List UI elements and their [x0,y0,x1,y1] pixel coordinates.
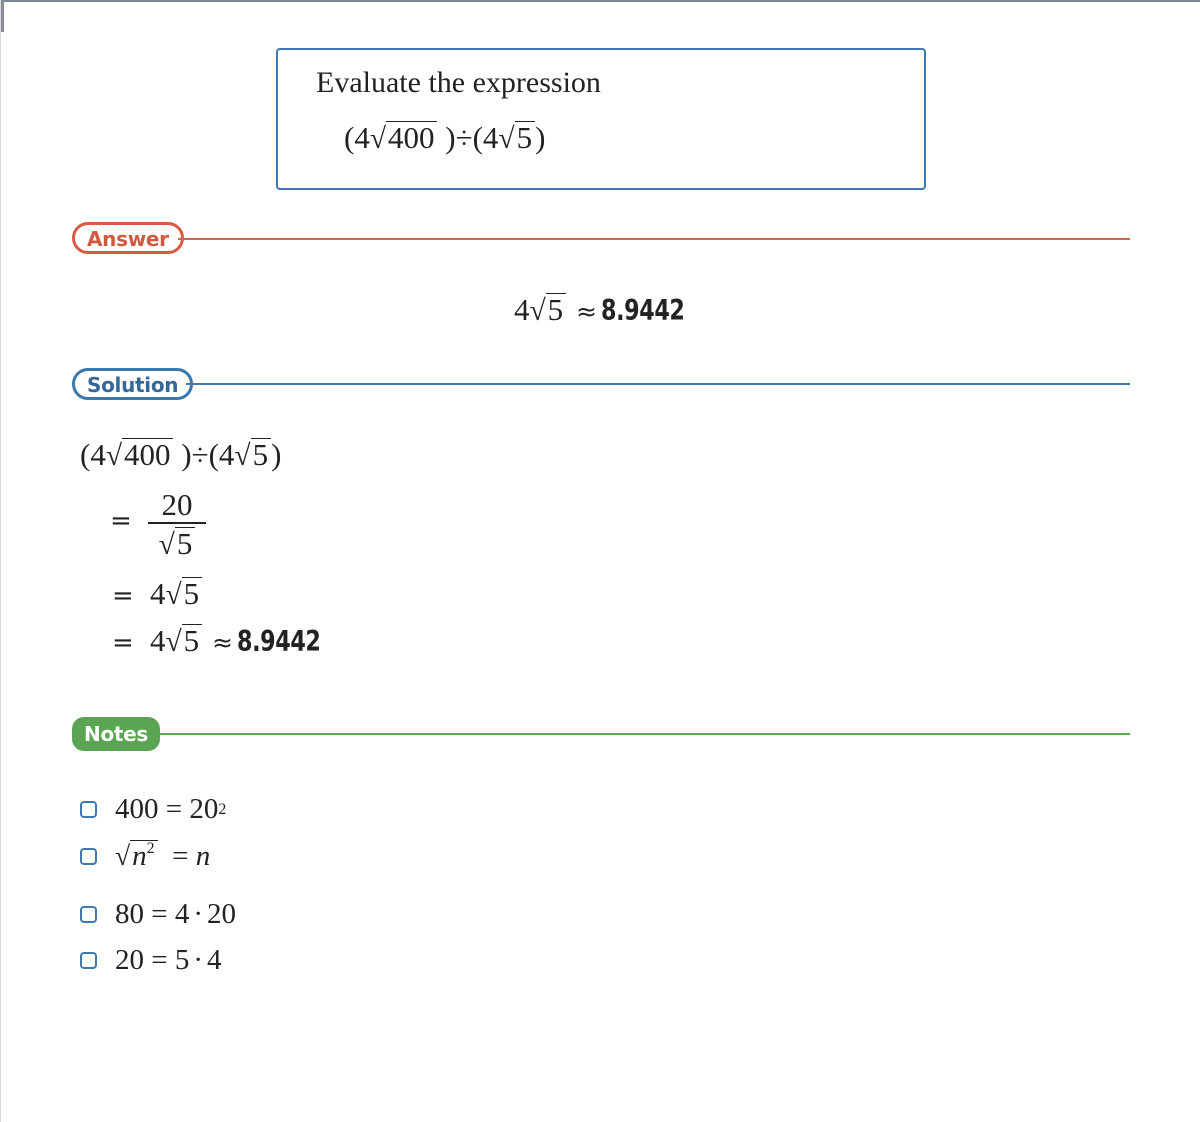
note-4-dot: · [193,944,204,976]
solution-step3-sqrt [166,576,203,612]
problem-lparen-2: ( [472,120,483,155]
problem-expression [344,120,545,156]
problem-rparen-2: ) [535,120,546,155]
note-1-base: 20 [189,793,219,825]
denominator-sqrt [159,524,196,565]
answer-decimal: 8.9442 [600,294,685,327]
note-3-lhs: 80 [115,898,144,930]
solution-step4-radicand: 5 [182,624,203,658]
answer-expression [514,292,708,328]
denominator-radicand: 5 [175,527,196,561]
problem-operator: ÷ [455,120,473,155]
solution-radicand-2: 5 [251,438,272,472]
problem-box [276,48,926,190]
problem-coef-2: 4 [482,120,499,155]
note-4-b: 4 [207,944,222,976]
solution-step4-sqrt [166,623,203,659]
note-2-eq: = [172,840,189,872]
solution-lparen-2: ( [208,437,219,472]
solution-coef-2: 4 [218,437,235,472]
radical-icon: √ [234,440,251,472]
note-checkbox[interactable] [80,801,97,818]
answer-section-label: Answer [72,222,184,254]
solution-equals-3: = [112,581,134,611]
note-3-eq: = [151,898,168,930]
solution-sqrt-1 [106,437,174,473]
solution-equals-4: = [112,628,134,658]
note-2-sqrt [115,840,158,873]
note-2-radicand [130,840,157,871]
solution-coef-1: 4 [90,437,106,472]
window-top-border [0,0,1200,2]
radical-icon: √ [105,440,122,472]
problem-rparen-1: ) [445,120,456,155]
radical-icon: √ [529,295,546,327]
solution-operator: ÷ [191,437,209,472]
fraction-numerator: 20 [161,487,193,522]
problem-sqrt-1 [370,120,438,156]
problem-lparen-1: ( [344,120,355,155]
problem-title: Evaluate the expression [316,66,601,99]
note-4-eq: = [151,944,168,976]
note-3-b: 20 [207,898,237,930]
note-3-a: 4 [174,898,190,930]
solution-lparen-1: ( [80,437,91,472]
radical-icon: √ [165,579,182,611]
solution-step4-coef: 4 [150,623,166,658]
notes-divider [158,733,1130,735]
radical-icon: √ [158,528,175,561]
problem-radicand-2: 5 [515,121,536,155]
solution-section-label: Solution [72,368,193,400]
solution-decimal: 8.9442 [236,625,321,658]
note-2-var: n [132,840,147,872]
answer-coef: 4 [514,292,530,327]
note-checkbox[interactable] [80,906,97,923]
radical-icon: √ [369,123,386,155]
solution-divider [186,383,1130,385]
notes-section-label: Notes [72,717,160,751]
note-checkbox[interactable] [80,848,97,865]
note-1-eq: = [165,793,183,825]
note-item [80,944,222,977]
solution-rparen-1: ) [181,437,192,472]
answer-divider [178,238,1130,240]
fraction-denominator [150,524,204,565]
note-3-dot: · [193,898,204,930]
problem-sqrt-2 [498,120,535,156]
note-4-lhs: 20 [115,944,144,976]
solution-step-4 [112,623,344,659]
note-2-rhs: n [195,840,211,872]
note-2-exponent: 2 [146,840,155,858]
answer-sqrt [530,292,567,328]
solution-step-3 [112,576,202,612]
solution-approx-symbol: ≈ [212,628,233,657]
answer-radicand: 5 [546,293,567,327]
left-margin-rule [0,0,1,1122]
solution-step3-coef: 4 [150,576,166,611]
note-item [80,898,236,931]
solution-step-1 [80,437,281,473]
radical-icon: √ [498,123,515,155]
problem-radicand-1: 400 [386,121,438,155]
note-item [80,840,210,873]
answer-approx-symbol: ≈ [576,297,597,326]
solution-equals-2: = [110,506,132,536]
note-checkbox[interactable] [80,952,97,969]
solution-sqrt-2 [234,437,271,473]
radical-icon: √ [165,626,182,658]
solution-fraction [150,488,204,565]
solution-step3-radicand: 5 [182,577,203,611]
solution-radicand-1: 400 [122,438,174,472]
problem-coef-1: 4 [354,120,370,155]
radical-icon: √ [115,840,131,871]
note-1-lhs: 400 [115,793,159,825]
note-item: 400 = 20 2 [80,793,226,826]
note-4-a: 5 [174,944,190,976]
solution-rparen-2: ) [271,437,282,472]
